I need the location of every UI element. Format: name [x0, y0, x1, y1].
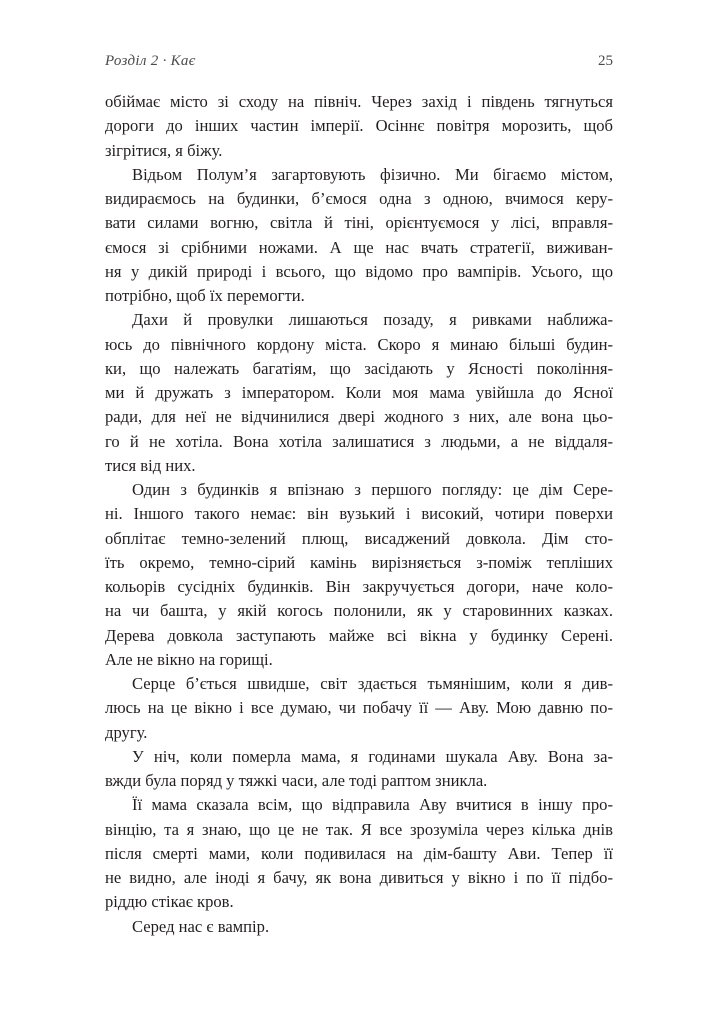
text-line: кольорів сусідніх будинків. Він закручується догори, наче коло-: [105, 577, 613, 596]
text-line: не видно, але іноді я бачу, як вона дивиться у вікно і по її підбо-: [105, 868, 613, 887]
text-line: вінцію, та я знаю, що це не так. Я все зрозуміла через кілька днів: [105, 819, 613, 839]
text-line: го й не хотіла. Вона хотіла залишатися з людьми, а не віддаля-: [105, 431, 613, 451]
text-line: ня у дикій природі і всього, що відомо про вампірів. Усього, що: [105, 261, 613, 281]
text-line: вжди була поряд у тяжкі часи, але тоді раптом зникла.: [105, 771, 488, 790]
running-header: [105, 51, 613, 71]
text-line: юсь до північного кордону міста. Скоро я минаю більші будин-: [105, 334, 613, 354]
paragraph: [105, 915, 613, 939]
paragraph: [105, 793, 613, 914]
chapter-title: Розділ 2 · Кає: [105, 53, 196, 69]
paragraph: [105, 163, 613, 309]
text-line: вати силами вогню, світла й тіні, орієнтуємося у лісі, вправля-: [105, 213, 613, 233]
text-line: дороги до інших частин імперії. Осіннє повітря морозить, щоб: [105, 116, 613, 136]
text-line: зігрітися, я біжу.: [105, 140, 223, 160]
text-line: ріддю стікає кров.: [105, 892, 234, 912]
text-line: на чи башта, у якій когось полонили, як у старовинних казках.: [105, 601, 613, 621]
text-line: обіймає місто зі сходу на північ. Через захід і південь тягнуться: [105, 92, 613, 111]
text-line: ми й дружать з імператором. Коли моя мама увійшла до Ясної: [105, 383, 613, 402]
text-line: обплітає темно-зелений плющ, висаджений довкола. Дім сто-: [105, 528, 613, 548]
text-line: потрібно, щоб їх перемогти.: [105, 286, 305, 305]
text-line: ємося зі срібними ножами. А ще нас вчать стратегії, виживан-: [105, 237, 613, 257]
paragraph: [105, 90, 613, 163]
text-line: ні. Іншого такого немає: він вузький і високий, чотири поверхи: [105, 504, 613, 524]
paragraph: [105, 672, 613, 745]
text-line: другу.: [105, 722, 148, 742]
text-line: після смерті мами, коли подивилася на дім-башту Ави. Тепер її: [105, 843, 613, 863]
text-line: видираємось на будинки, б’ємося одна з одною, вчимося керу-: [105, 189, 613, 208]
text-line: Її мама сказала всім, що відправила Аву вчитися в іншу про-: [132, 795, 613, 815]
paragraph: [105, 478, 613, 672]
body-text: [105, 90, 613, 939]
text-line: люсь на це вікно і все думаю, чи побачу її — Аву. Мою давню по-: [105, 698, 613, 718]
text-line: Але не вікно на горищі.: [105, 649, 273, 669]
text-line: У ніч, коли померла мама, я годинами шукала Аву. Вона за-: [132, 746, 613, 766]
text-line: Відьом Полум’я загартовують фізично. Ми бігаємо містом,: [132, 164, 613, 184]
page-number: 25: [598, 53, 613, 69]
text-line: Серце б’ється швидше, світ здається тьмянішим, коли я див-: [132, 674, 613, 693]
text-line: Дахи й провулки лишаються позаду, я ривками наближа-: [132, 310, 613, 330]
text-line: тися від них.: [105, 455, 196, 475]
text-line: Дерева довкола заступають майже всі вікна у будинку Серені.: [105, 625, 613, 645]
text-line: ки, що належать багатіям, що засідають у Ясності покоління-: [105, 358, 613, 378]
paragraph: [105, 745, 613, 794]
text-line: Один з будинків я впізнаю з першого погляду: це дім Сере-: [132, 480, 613, 499]
paragraph: [105, 308, 613, 478]
text-line: ради, для неї не відчинилися двері жодного з них, але вона цьо-: [105, 407, 613, 427]
text-line: Серед нас є вампір.: [132, 916, 270, 936]
text-line: їть окремо, темно-сірий камінь вирізняється з-поміж тепліших: [105, 552, 613, 572]
